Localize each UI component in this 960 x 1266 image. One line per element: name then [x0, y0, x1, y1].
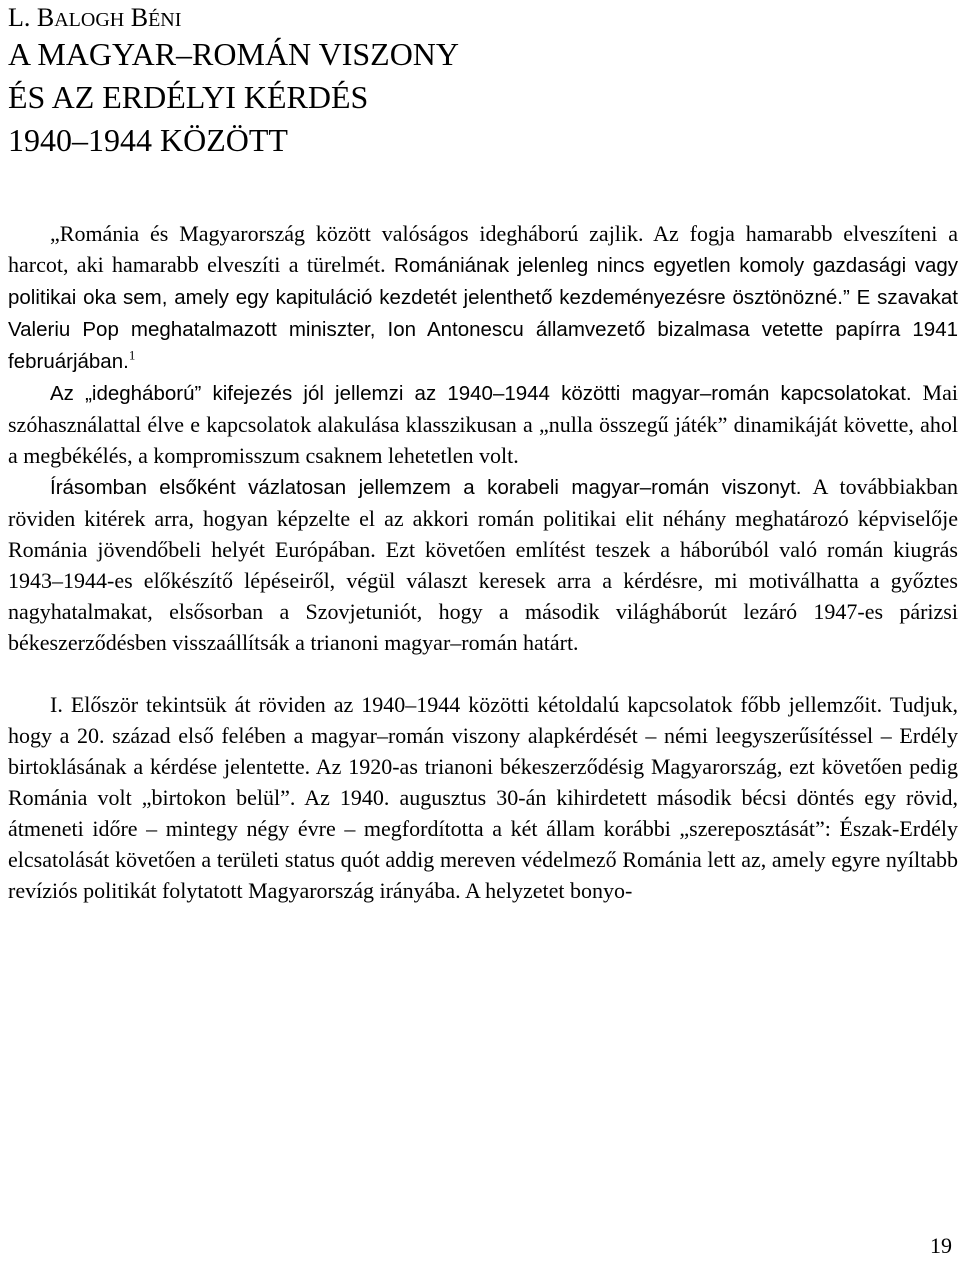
article-title — [8, 33, 459, 162]
author-given-rest: ÉNI — [148, 9, 182, 31]
paragraph-4: I. Először tekintsük át röviden az 1940–1944 közötti kétoldalú kapcsolatok főbb jellemzőit. Tudjuk, hogy a 20. század első felében a magyar–román viszony alapkérdését – némi leegyszerűsítéssel – Erdély birtoklásának a kérdése jelentette. Az 1920-as trianoni békeszerződésig Magyarország, ezt követően pedig Románia volt „birtokon belül”. Az 1940. augusztus 30-án kihirdetett második bécsi döntés egy rövid, átmeneti időre – mintegy négy évre – megfordította a két állam korábbi „szereposztását”: Észak-Erdély elcsatolását követően a területi status quót addig mereven védelmező Románia lett az, amely egyre nyíltabb revíziós politikát folytatott Magyarország irányába. A helyzetet bonyo- — [8, 692, 958, 903]
page-number: 19 — [930, 1233, 952, 1258]
paragraph-text: Írásomban elsőként vázlatosan jellemzem a korabeli magyar–román viszonyt. — [50, 476, 802, 499]
paragraph-3 — [8, 471, 958, 658]
author-given-initial: B — [124, 3, 149, 32]
paragraph-text: Az „idegháború” kifejezés jól jellemzi az 1940–1944 közötti magyar–román kapcsolatokat. — [50, 382, 912, 405]
article-body — [8, 218, 958, 906]
title-line: A MAGYAR–ROMÁN VISZONY — [8, 36, 460, 72]
paragraph-text: A továbbiakban röviden kitérek arra, hogyan képzelte el az akkori román politikai elit néhány meghatározó képviselője Románia jövendőbeli helyét Európában. Ezt követően említést teszek a háborúból való román kiugrás 1943–1944-es előkészítő lépéseiről, végül választ keresek arra a kérdésre, mi motiválhatta a győztes nagyhatalmakat, elsősorban a Szovjetuniót, hogy a második világháborút lezáró 1947-es párizsi békeszerződésben visszaállítsák a trianoni magyar–román határt. — [8, 474, 958, 655]
author-initial: L. B — [8, 3, 55, 32]
paragraph-2 — [8, 377, 958, 471]
footnote-marker: 1 — [128, 347, 136, 363]
title-line: 1940–1944 KÖZÖTT — [8, 122, 288, 158]
paragraph-1 — [8, 218, 958, 377]
quote-text-continued: Romániának jelenleg nincs egyetlen komoly gazdasági vagy politikai oka sem, amely egy kapituláció kezdetét jelenthető kezdeményezésre ösztönözné.” E szavakat Valeriu Pop meghatalmazott miniszter, Ion Antonescu államvezető bizalmasa vetette papírra 1941 februárjában. — [8, 254, 959, 373]
paragraph-text: Mai szóhasználattal élve e kapcsolatok alakulása klasszikusan a „nulla összegű játék” dinamikáját követte, ahol a megbékélés, a kompromisszum csaknem lehetetlen volt. — [8, 380, 958, 468]
author-name — [8, 3, 181, 35]
quote-text: „Románia és Magyarország között valóságos idegháború zajlik. Az fogja hamarabb elveszíteni a harcot, aki hamarabb elveszíti a türelmét. — [8, 221, 958, 277]
author-surname-rest: ALOGH — [54, 9, 125, 31]
title-line: ÉS AZ ERDÉLYI KÉRDÉS — [8, 79, 369, 115]
